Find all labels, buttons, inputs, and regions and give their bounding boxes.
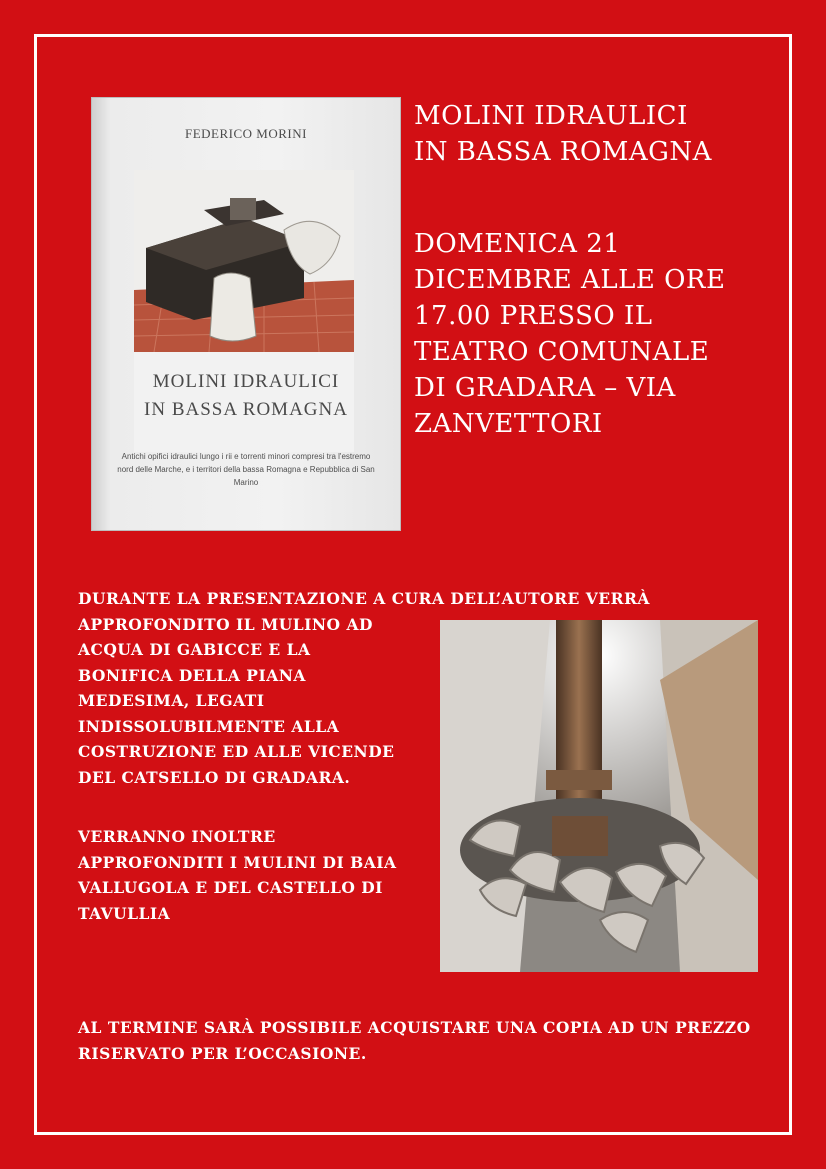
event-details: DOMENICA 21 DICEMBRE ALLE ORE 17.00 PRESSO IL TEATRO COMUNALE DI GRADARA – VIA ZANVETTORI [414, 229, 726, 439]
book-cover-image [92, 98, 400, 530]
book-subtitle: Antichi opifici idraulici lungo i rii e torrenti minori compresi tra l'estremo nord delle Marche, e i territori della bassa Romagna e Repubblica di San Marino [117, 452, 375, 487]
book-title: MOLINI IDRAULICI IN BASSA ROMAGNA [144, 371, 348, 420]
mill-wheel-photo [440, 620, 758, 972]
description-paragraph: DURANTE LA PRESENTAZIONE A CURA DELL’AUTORE VERRÀ APPROFONDITO IL MULINO AD ACQUA DI GABICCE E LA BONIFICA DELLA PIANA MEDESIMA, LEGATI INDISSOLUBILMENTE ALLA COSTRUZIONE ED ALLE VICENDE DEL CATSELLO DI GRADARA. [78, 589, 650, 787]
page-title: MOLINI IDRAULICI IN BASSA ROMAGNA [414, 101, 712, 167]
description-paragraph-2: VERRANNO INOLTRE APPROFONDITI I MULINI DI BAIA VALLUGOLA E DEL CASTELLO DI TAVULLIA [78, 827, 397, 923]
book-author: FEDERICO MORINI [185, 126, 307, 141]
closing-note: AL TERMINE SARÀ POSSIBILE ACQUISTARE UNA COPIA AD UN PREZZO RISERVATO PER L’OCCASIONE. [78, 1018, 751, 1063]
